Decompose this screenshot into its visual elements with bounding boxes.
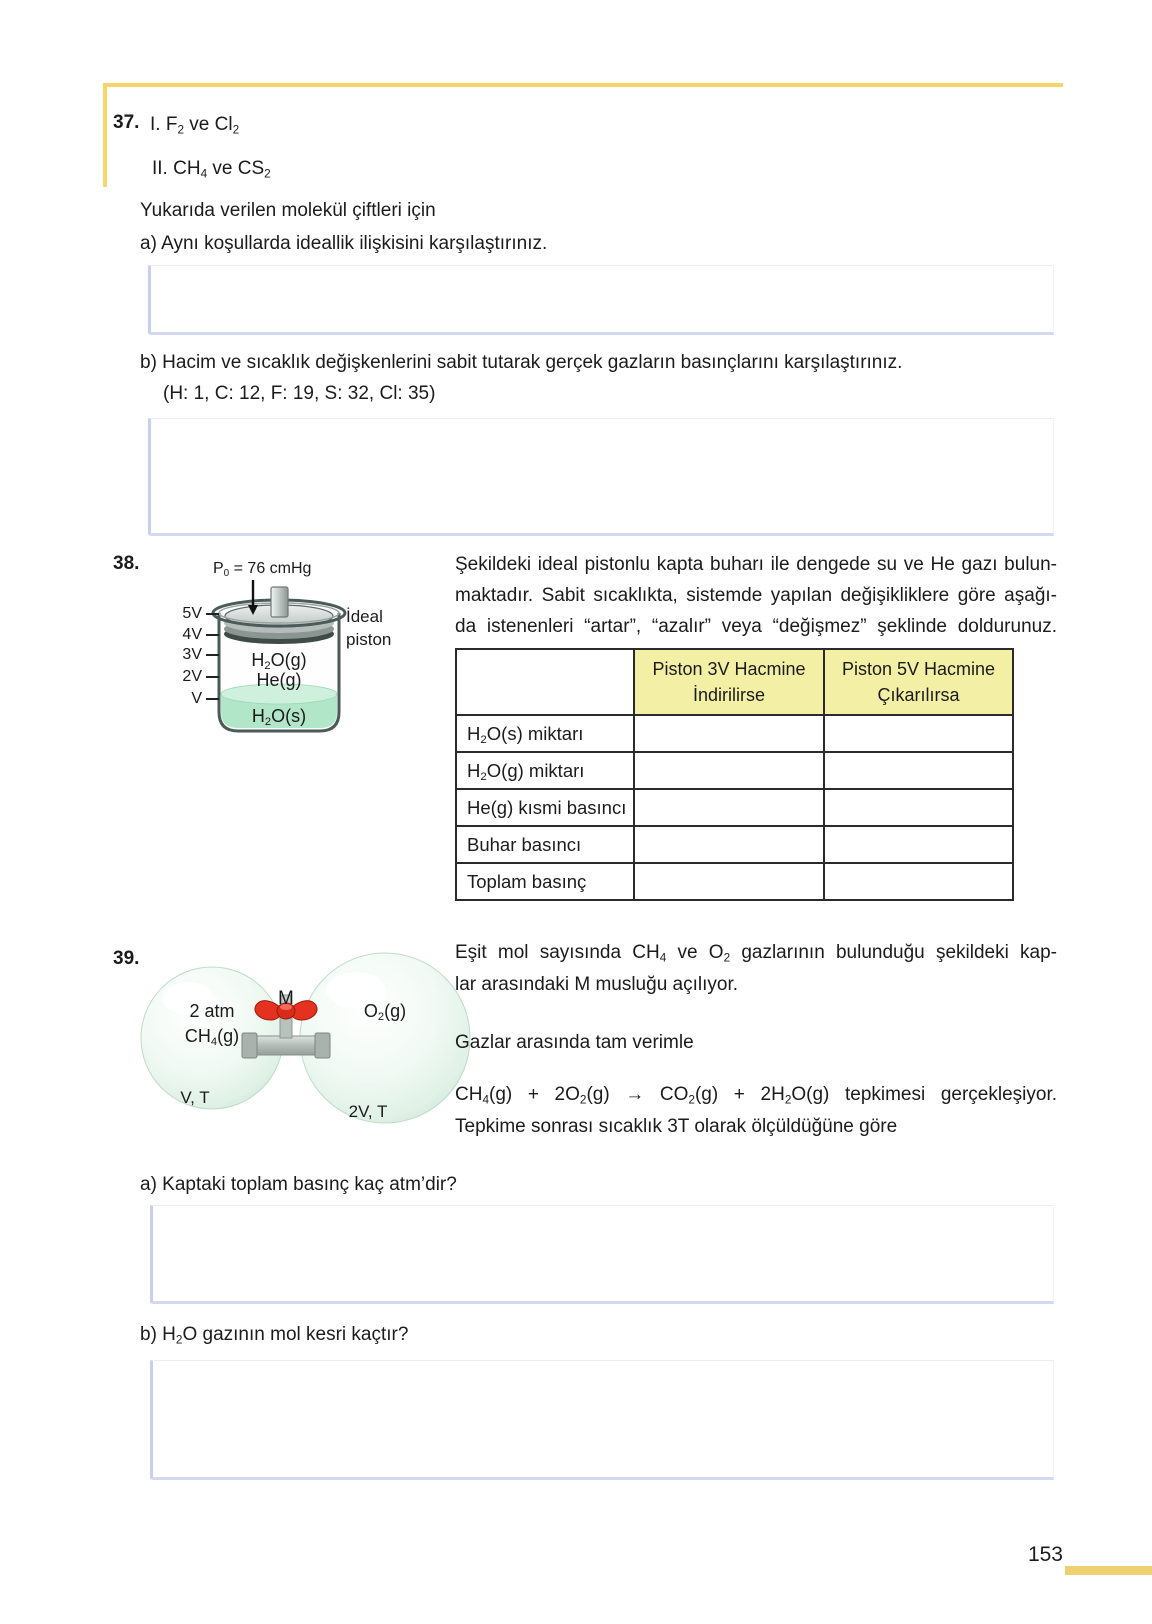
question-38-number: 38. <box>113 553 140 574</box>
page-frame-top-line <box>103 83 1063 87</box>
pressure-label: $P_0 = 76$ cmHg <box>213 560 312 579</box>
q39-equation: $CH_4(g) + 2O_2(g) \to CO_2(g) + 2H_2O(g)$ tepkimesi gerçekleşiyor. <box>455 1084 1058 1107</box>
q37-intro: Yukarıda verilen molekül çiftleri için <box>140 200 436 221</box>
page-number: 153 <box>1027 1543 1063 1566</box>
q38-text-line-2: maktadır. Sabit sıcaklıkta, sistemde yapılan değişikliklere göre aşağı- <box>455 585 1057 606</box>
table-header-3v-line1: Piston 3V Hacmine <box>652 659 806 679</box>
liquid-label-h2o: $H_2O(s)$ <box>251 706 307 729</box>
table-row <box>456 789 1013 826</box>
table-row <box>456 826 1013 863</box>
tick-label-4v: 4V <box>182 626 202 643</box>
right-flask-gas-label: $O_2(g)$ <box>363 1001 407 1024</box>
blank-cell-3v-h2o-g[interactable] <box>634 752 824 789</box>
blank-cell-5v-vapor[interactable] <box>824 826 1013 863</box>
question-39-number: 39. <box>113 948 140 969</box>
row-label-vapor-pressure: Buhar basıncı <box>456 826 634 863</box>
q39-text-line-4: Tepkime sonrası sıcaklık 3T olarak ölçüldüğüne göre <box>455 1116 898 1137</box>
blank-cell-3v-vapor[interactable] <box>634 826 824 863</box>
gas-label-h2o: $H_2O(g)$ <box>251 650 307 673</box>
question-37-number: 37. <box>113 112 140 133</box>
left-flask-gas-label: $CH_4(g)$ <box>184 1026 240 1049</box>
piston-rod <box>271 587 288 617</box>
q39-text-line-2: lar arasındaki M musluğu açılıyor. <box>455 974 739 995</box>
q39-text-line-1: Eşit mol sayısında $CH_4$ ve $O_2$ gazlarının bulunduğu şekildeki kap- <box>455 942 1058 965</box>
table-header-row <box>456 649 1013 715</box>
row-label-h2o-s: $H_2O(s)$ miktarı <box>456 715 634 752</box>
q38-text-line-1: Şekildeki ideal pistonlu kapta buharı ile dengede su ve He gazı bulun- <box>455 554 1057 575</box>
table-row <box>456 863 1013 900</box>
q39-answer-box-a[interactable] <box>150 1205 1054 1304</box>
gas-label-he: He(g) <box>256 670 302 690</box>
q39-text-line-3: Gazlar arasında tam verimle <box>455 1032 694 1053</box>
blank-cell-5v-h2o-s[interactable] <box>824 715 1013 752</box>
blank-cell-3v-he[interactable] <box>634 789 824 826</box>
pipe-collar-right <box>315 1033 330 1058</box>
q38-text-line-3: da istenenleri “artar”, “azalır” veya “değişmez” şeklinde doldurunuz. <box>455 616 1057 637</box>
q37-item-2: II. $CH_4$ ve $CS_2$ <box>152 158 271 181</box>
blank-cell-5v-he[interactable] <box>824 789 1013 826</box>
q37-atomic-masses: (H: 1, C: 12, F: 19, S: 32, Cl: 35) <box>163 383 436 404</box>
q37-answer-box-a[interactable] <box>148 265 1054 335</box>
tick-label-3v: 3V <box>182 646 202 663</box>
table-row <box>456 715 1013 752</box>
tick-label-5v: 5V <box>182 605 202 622</box>
left-flask-pressure-label: 2 atm <box>189 1001 235 1021</box>
q39-part-b: b) $H_2O$ gazının mol kesri kaçtır? <box>140 1324 409 1347</box>
table-header-3v <box>634 649 824 715</box>
blank-cell-3v-total[interactable] <box>634 863 824 900</box>
blank-cell-5v-total[interactable] <box>824 863 1013 900</box>
table-header-5v-line1: Piston 5V Hacmine <box>841 659 996 679</box>
tick-label-2v: 2V <box>182 668 202 685</box>
q37-answer-box-b[interactable] <box>148 418 1054 536</box>
left-flask-caption: V, T <box>180 1088 210 1107</box>
right-flask-caption: 2V, T <box>348 1102 388 1121</box>
row-label-he-partial: He(g) kısmi basıncı <box>456 789 634 826</box>
piston-caption-line2: piston <box>346 630 392 649</box>
piston-caption-line1: İdeal <box>346 607 383 626</box>
q37-part-a: a) Aynı koşullarda ideallik ilişkisini karşılaştırınız. <box>140 233 548 254</box>
q39-part-a: a) Kaptaki toplam basınç kaç atm’dir? <box>140 1174 457 1195</box>
row-label-h2o-g: $H_2O(g)$ miktarı <box>456 752 634 789</box>
q39-answer-box-b[interactable] <box>150 1360 1054 1480</box>
table-row <box>456 752 1013 789</box>
tick-label-v: V <box>191 690 202 707</box>
table-header-5v <box>824 649 1013 715</box>
q37-part-b: b) Hacim ve sıcaklık değişkenlerini sabit tutarak gerçek gazların basınçlarını karşılaştırınız. <box>140 352 903 373</box>
footer-yellow-bar <box>1065 1566 1152 1575</box>
table-header-5v-line2: Çıkarılırsa <box>877 685 960 705</box>
q37-item-1: I. $F_2$ ve $Cl_2$ <box>150 114 240 137</box>
table-header-3v-line2: İndirilirse <box>692 685 766 705</box>
page-frame-left-line <box>103 83 107 187</box>
row-label-total-pressure: Toplam basınç <box>456 863 634 900</box>
q38-fill-table <box>455 648 1014 901</box>
valve-label-m: M <box>278 988 294 1009</box>
table-corner-cell <box>456 649 634 715</box>
blank-cell-3v-h2o-s[interactable] <box>634 715 824 752</box>
blank-cell-5v-h2o-g[interactable] <box>824 752 1013 789</box>
